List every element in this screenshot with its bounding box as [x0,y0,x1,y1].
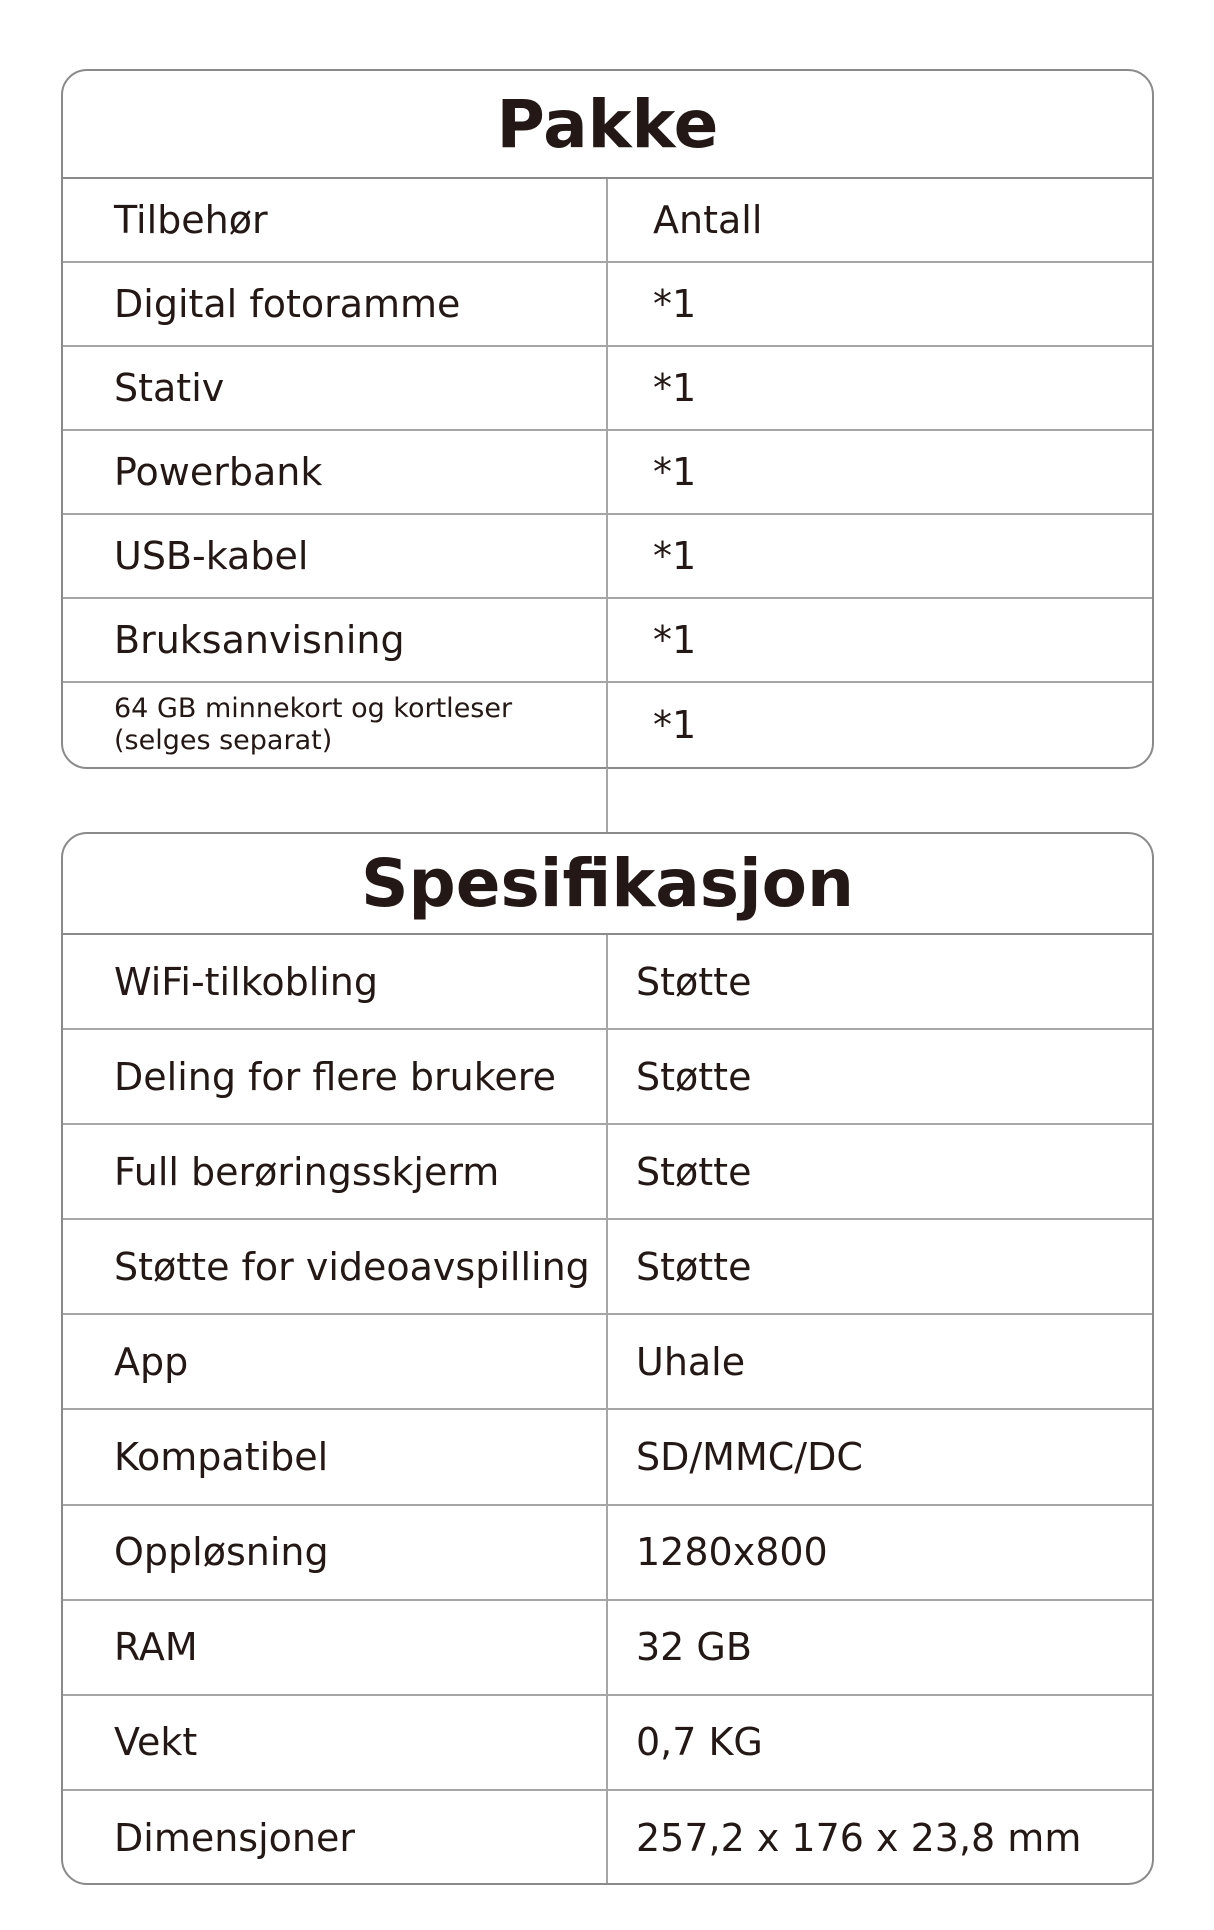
package-qty: *1 [653,450,697,494]
package-qty: *1 [653,703,697,747]
spec-value: 32 GB [636,1625,752,1670]
table-row [63,1601,1152,1696]
table-row [63,431,1152,515]
table-row [63,515,1152,599]
table-row [63,1125,1152,1220]
package-qty: *1 [653,534,697,578]
package-item: Powerbank [63,431,608,513]
specification-table [61,832,1154,1885]
spec-name: RAM [63,1601,608,1694]
package-item: Stativ [63,347,608,429]
spec-name: Dimensjoner [63,1791,608,1885]
table-row [63,1410,1152,1505]
table-row [63,1315,1152,1410]
spec-name: Vekt [63,1696,608,1789]
table-row [63,1030,1152,1125]
table-row [63,1791,1152,1885]
table-row [63,1220,1152,1315]
package-item: Bruksanvisning [63,599,608,681]
package-item: Digital fotoramme [63,263,608,345]
spec-value: Støtte [636,959,752,1004]
specification-title: Spesifikasjon [63,834,1152,935]
spec-value: 0,7 KG [636,1720,763,1765]
spec-value: Uhale [636,1339,746,1384]
package-table [61,69,1154,769]
package-header-row [63,179,1152,263]
package-header-item: Tilbehør [63,179,608,261]
column-divider [606,768,608,833]
spec-name: WiFi-tilkobling [63,935,608,1028]
spec-value: Støtte [636,1054,752,1099]
spec-name: Full berøringsskjerm [63,1125,608,1218]
spec-value: Støtte [636,1244,752,1289]
package-item [63,683,608,767]
spec-name: Deling for flere brukere [63,1030,608,1123]
spec-value: Støtte [636,1149,752,1194]
spec-value: 1280x800 [636,1530,828,1575]
package-item: USB-kabel [63,515,608,597]
spec-name: Oppløsning [63,1506,608,1599]
package-qty: *1 [653,282,697,326]
table-row [63,1696,1152,1791]
spec-value: SD/MMC/DC [636,1435,863,1480]
package-qty: *1 [653,618,697,662]
spec-name: Kompatibel [63,1410,608,1503]
package-item-text [114,693,512,757]
package-item-note: (selges separat) [114,725,333,756]
package-qty: *1 [653,366,697,410]
spec-name: App [63,1315,608,1408]
table-row [63,263,1152,347]
table-row [63,347,1152,431]
package-item-line: 64 GB minnekort og kortleser [114,693,513,725]
table-row [63,1506,1152,1601]
table-row [63,683,1152,767]
package-header-qty: Antall [653,198,763,242]
table-row [63,599,1152,683]
table-row [63,935,1152,1030]
spec-value: 257,2 x 176 x 23,8 mm [636,1816,1082,1861]
spec-name: Støtte for videoavspilling [63,1220,608,1313]
package-title: Pakke [63,71,1152,179]
